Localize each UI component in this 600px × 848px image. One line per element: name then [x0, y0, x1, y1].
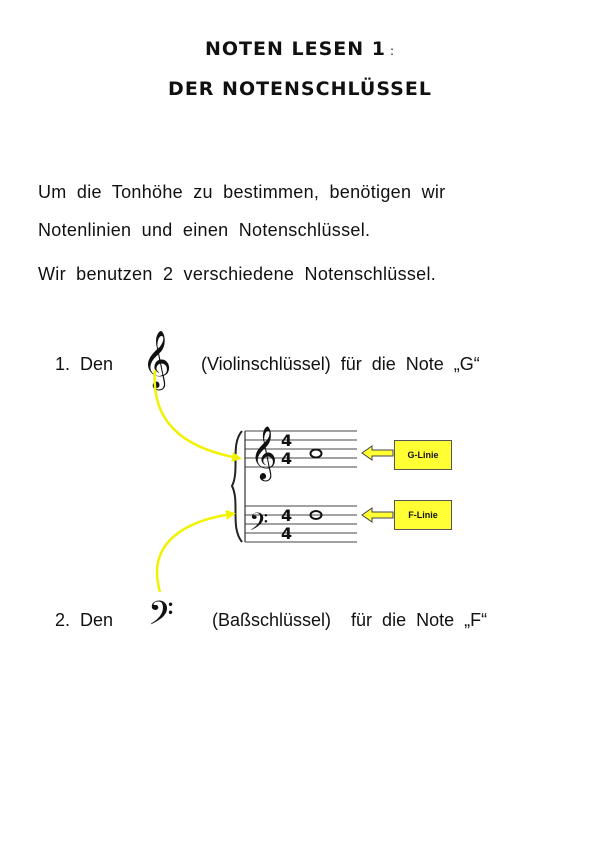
f-line-arrow: [362, 508, 393, 522]
intro-line-1: Um die Tonhöhe zu bestimmen, benötigen wir: [38, 182, 446, 202]
bass-clef-icon: 𝄢: [148, 595, 174, 641]
g-line-label: G-Linie: [394, 440, 452, 470]
item-1-description: (Violinschlüssel): [201, 354, 331, 374]
g-line-arrow: [362, 446, 393, 460]
staff-brace: [232, 431, 242, 542]
staff-bass-clef-icon: 𝄢: [249, 508, 269, 543]
bass-time-top: 4: [281, 506, 293, 525]
item-2-description: (Baßschlüssel): [212, 610, 332, 630]
item-2-note-text: für die Note „F“: [351, 610, 488, 630]
title-colon: :: [389, 44, 396, 58]
intro-line-2: Notenlinien und einen Notenschlüssel.: [38, 220, 371, 240]
page-subtitle: DER NOTENSCHLÜSSEL: [168, 78, 432, 100]
whole-note-g: [311, 450, 322, 458]
item-2-den: Den: [80, 610, 114, 630]
f-line-label: F-Linie: [394, 500, 452, 530]
item-1-note-text: für die Note „G“: [340, 354, 480, 374]
treble-time-bottom: 4: [281, 449, 293, 468]
intro-line-3: Wir benutzen 2 verschiedene Notenschlüssel.: [38, 264, 437, 284]
item-1-number: 1.: [55, 354, 71, 374]
bass-time-bottom: 4: [281, 524, 293, 543]
arrow-bass-to-staff: [157, 514, 232, 592]
item-1-den: Den: [80, 354, 114, 374]
item-2-number: 2.: [55, 610, 71, 630]
treble-time-top: 4: [281, 431, 293, 450]
staff-treble-clef-icon: 𝄞: [250, 425, 278, 479]
treble-clef-icon: 𝄞: [142, 330, 172, 388]
title-line-1: NOTEN LESEN 1: [204, 38, 386, 60]
arrow-treble-to-staff: [155, 370, 238, 458]
